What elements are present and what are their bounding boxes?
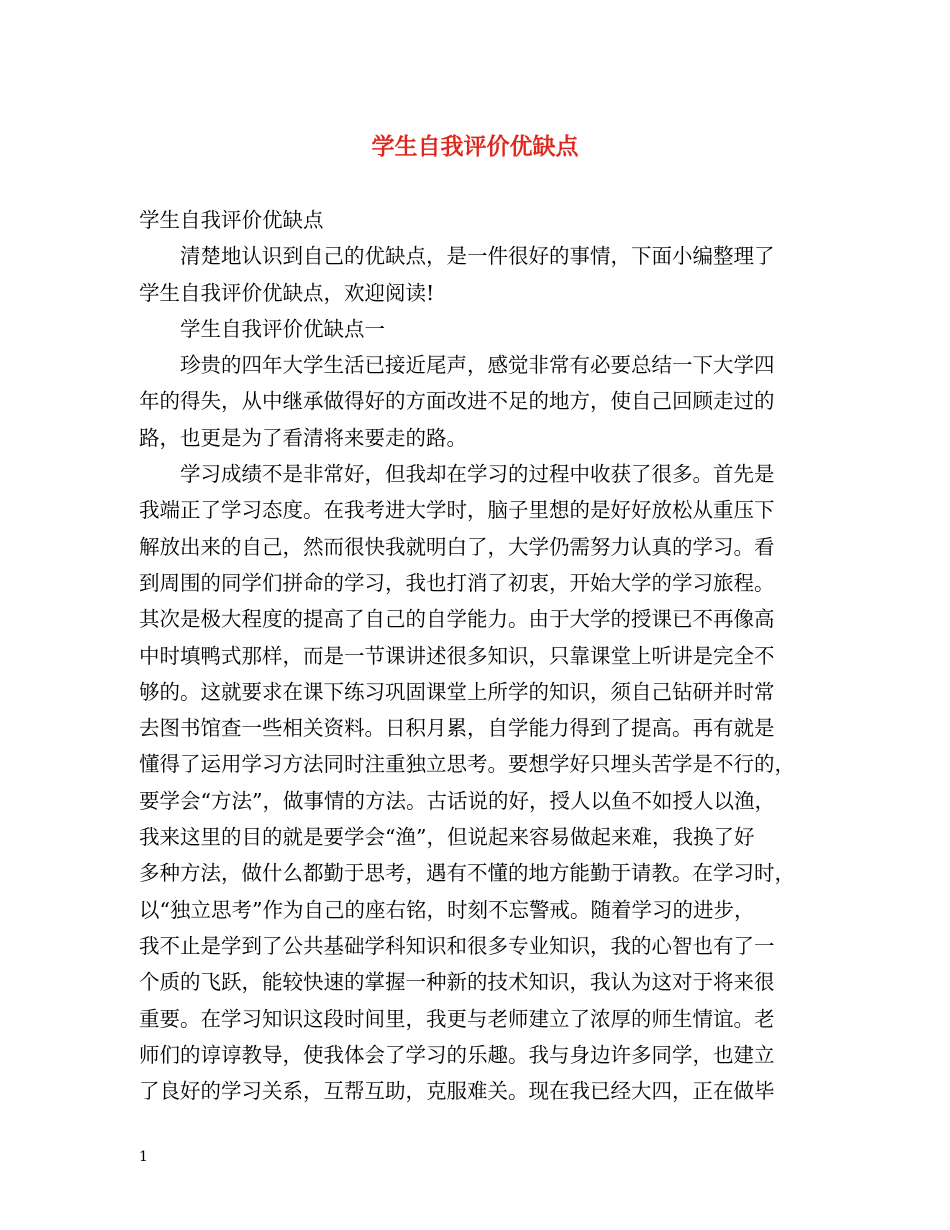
document-title: 学生自我评价优缺点	[371, 133, 579, 160]
text-line: 师们的谆谆教导，使我体会了学习的乐趣。我与身边许多同学，也建立	[139, 1042, 775, 1067]
text-line: 到周围的同学们拼命的学习，我也打消了初衷，开始大学的学习旅程。	[139, 570, 775, 595]
text-line: 个质的飞跃，能较快速的掌握一种新的技术知识，我认为这对于将来很	[139, 970, 775, 995]
text-line: 路，也更是为了看清将来要走的路。	[139, 425, 467, 450]
document-body	[139, 202, 815, 1109]
text-line: 了良好的学习关系，互帮互助，克服难关。现在我已经大四，正在做毕	[139, 1079, 775, 1104]
text-line: 学生自我评价优缺点一	[180, 316, 385, 341]
text-line: 要学会“方法”，做事情的方法。古话说的好，授人以鱼不如授人以渔，	[139, 788, 775, 813]
page-number: 1	[139, 1149, 148, 1165]
text-line: 多种方法，做什么都勤于思考，遇有不懂的地方能勤于请教。在学习时，	[139, 861, 795, 886]
text-line: 中时填鸭式那样，而是一节课讲述很多知识，只靠课堂上听讲是完全不	[139, 643, 775, 668]
text-line: 重要。在学习知识这段时间里，我更与老师建立了浓厚的师生情谊。老	[139, 1006, 775, 1031]
text-line: 清楚地认识到自己的优缺点，是一件很好的事情，下面小编整理了	[180, 244, 775, 269]
text-line: 我来这里的目的就是要学会“渔”，但说起来容易做起来难，我换了好	[139, 825, 755, 850]
text-line: 珍贵的四年大学生活已接近尾声，感觉非常有必要总结一下大学四	[180, 353, 775, 378]
text-line: 我不止是学到了公共基础学科知识和很多专业知识，我的心智也有了一	[139, 933, 775, 958]
text-line: 我端正了学习态度。在我考进大学时，脑子里想的是好好放松从重压下	[139, 498, 775, 523]
text-line: 学生自我评价优缺点	[139, 208, 324, 232]
text-line: 年的得失，从中继承做得好的方面改进不足的地方，使自己回顾走过的	[139, 389, 775, 414]
text-line: 够的。这就要求在课下练习巩固课堂上所学的知识，须自己钻研并时常	[139, 679, 775, 704]
text-line: 解放出来的自己，然而很快我就明白了，大学仍需努力认真的学习。看	[139, 534, 775, 559]
text-line: 以“独立思考”作为自己的座右铭，时刻不忘警戒。随着学习的进步，	[139, 897, 755, 922]
text-line: 学习成绩不是非常好，但我却在学习的过程中收获了很多。首先是	[180, 462, 775, 487]
text-line: 懂得了运用学习方法同时注重独立思考。要想学好只埋头苦学是不行的，	[139, 752, 795, 777]
text-line: 学生自我评价优缺点，欢迎阅读!	[139, 280, 435, 305]
text-line: 其次是极大程度的提高了自己的自学能力。由于大学的授课已不再像高	[139, 607, 775, 632]
text-line: 去图书馆查一些相关资料。日积月累，自学能力得到了提高。再有就是	[139, 716, 775, 741]
